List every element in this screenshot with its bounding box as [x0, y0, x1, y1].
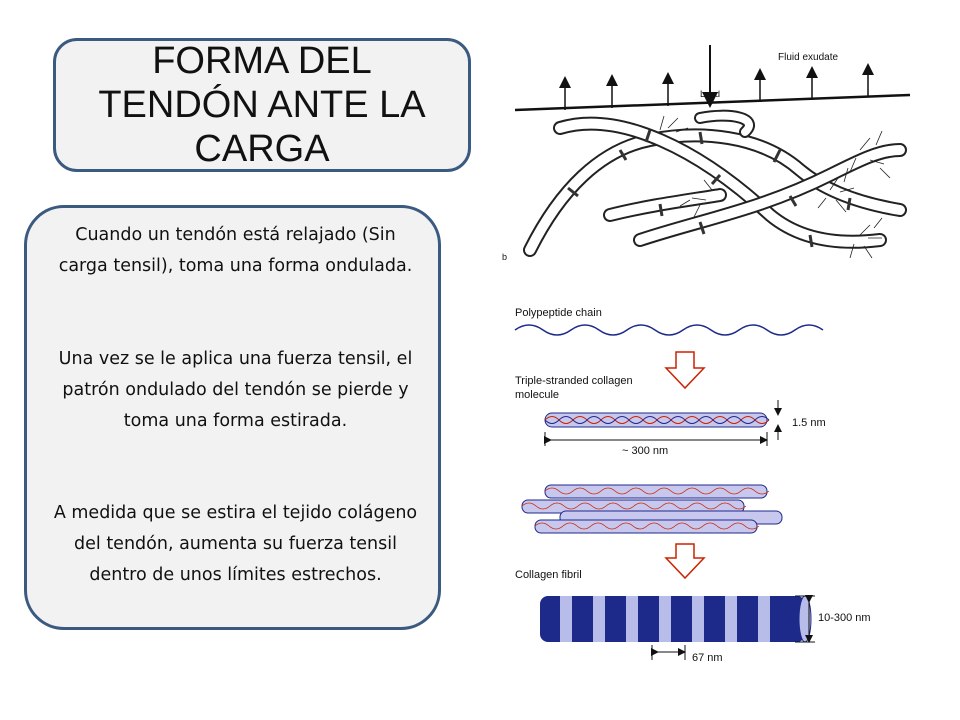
fibril-diameter-label: 10-300 nm: [818, 612, 871, 624]
length-label: ~ 300 nm: [622, 445, 669, 457]
panel-letter: b: [502, 252, 508, 262]
fibril-label: Collagen fibril: [515, 569, 582, 581]
diameter-label: 1.5 nm: [792, 417, 826, 429]
collagen-fibril: [540, 596, 811, 642]
arrow-down-icon: [666, 544, 704, 578]
triple-helix-molecule: [545, 413, 769, 427]
polypeptide-label: Polypeptide chain: [515, 307, 602, 319]
paragraph-relaxed: Cuando un tendón está relajado (Sin carga tensil), toma una forma ondulada.: [58, 225, 413, 276]
load-label: Load: [700, 89, 721, 99]
triple-label-2: molecule: [515, 389, 560, 401]
triple-label-1: Triple-stranded collagen: [515, 375, 633, 387]
fluid-exudate-label: Fluid exudate: [778, 52, 839, 63]
period-label: 67 nm: [692, 652, 723, 664]
paragraph-tension: Una vez se le aplica una fuerza tensil, el patrón ondulado del tendón se pierde y toma una forma estirada.: [58, 349, 413, 431]
arrow-down-icon: [666, 352, 704, 388]
paragraph-stretch: A medida que se estira el tejido colágeno del tendón, aumenta su fuerza tensil dentro de unos límites estrechos.: [53, 503, 418, 585]
polypeptide-chain-line: [515, 325, 823, 335]
slide-title: FORMA DEL TENDÓN ANTE LA CARGA: [98, 40, 426, 170]
